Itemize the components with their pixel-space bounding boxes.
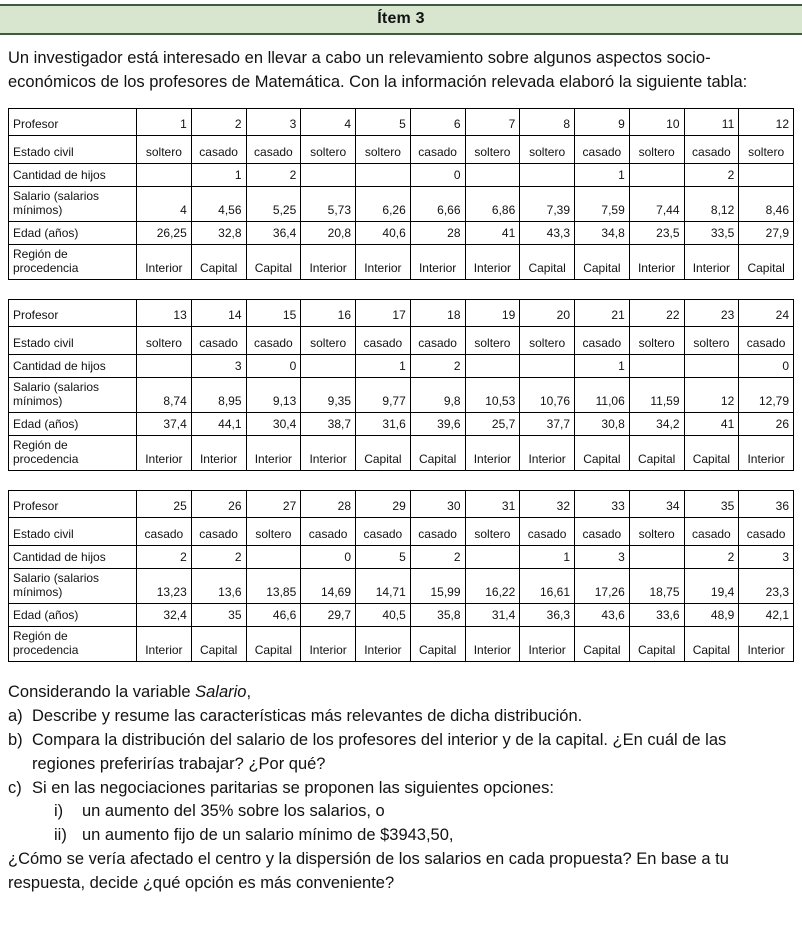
- cell-edad: 39,6: [410, 412, 465, 435]
- cell-salario: 16,22: [465, 568, 520, 603]
- cell-hijos: 3: [191, 354, 246, 377]
- cell-profesor: 35: [684, 490, 739, 517]
- table-row-edad: [9, 412, 794, 435]
- cell-region: Interior: [356, 626, 411, 661]
- cell-profesor: 1: [137, 108, 192, 135]
- cell-profesor: 23: [684, 299, 739, 326]
- cell-estado: soltero: [246, 517, 301, 545]
- table-row-estado: [9, 326, 794, 354]
- cell-edad: 38,7: [301, 412, 356, 435]
- cell-edad: 43,3: [520, 221, 575, 244]
- cell-estado: casado: [520, 517, 575, 545]
- table-row-region: [9, 626, 794, 661]
- cell-hijos: 3: [739, 545, 794, 568]
- cell-edad: 33,6: [629, 603, 684, 626]
- exercise-page: [0, 4, 802, 949]
- cell-estado: casado: [356, 326, 411, 354]
- cell-estado: soltero: [137, 326, 192, 354]
- cell-region: Capital: [520, 244, 575, 279]
- page-content: [0, 35, 802, 896]
- cell-profesor: 27: [246, 490, 301, 517]
- table-row-salario: [9, 377, 794, 412]
- professors-table-2: [8, 299, 794, 471]
- cell-salario: 8,95: [191, 377, 246, 412]
- row-label-salario: Salario (salarios mínimos): [9, 186, 137, 221]
- cell-edad: 32,4: [137, 603, 192, 626]
- cell-edad: 29,7: [301, 603, 356, 626]
- cell-region: Capital: [575, 626, 630, 661]
- row-label-hijos: Cantidad de hijos: [9, 163, 137, 186]
- table-row-hijos: [9, 163, 794, 186]
- cell-profesor: 19: [465, 299, 520, 326]
- cell-estado: casado: [191, 517, 246, 545]
- table-row-estado: [9, 517, 794, 545]
- cell-hijos: 0: [246, 354, 301, 377]
- cell-salario: 9,13: [246, 377, 301, 412]
- cell-profesor: 9: [575, 108, 630, 135]
- considerando-line: [8, 681, 794, 705]
- data-tables-container: [8, 108, 794, 662]
- cell-region: Capital: [684, 626, 739, 661]
- cell-salario: 11,06: [575, 377, 630, 412]
- cell-region: Capital: [246, 244, 301, 279]
- cell-edad: 25,7: [465, 412, 520, 435]
- cell-salario: 17,26: [575, 568, 630, 603]
- cell-hijos: 2: [246, 163, 301, 186]
- cell-hijos: [246, 545, 301, 568]
- cell-estado: casado: [575, 326, 630, 354]
- table-row-profesor: [9, 108, 794, 135]
- cell-profesor: 2: [191, 108, 246, 135]
- cell-profesor: 16: [301, 299, 356, 326]
- cell-salario: 9,77: [356, 377, 411, 412]
- table-row-salario: [9, 186, 794, 221]
- cell-hijos: 1: [575, 354, 630, 377]
- table-row-profesor: [9, 299, 794, 326]
- cell-salario: 4,56: [191, 186, 246, 221]
- cell-estado: casado: [356, 517, 411, 545]
- row-label-estado: Estado civil: [9, 517, 137, 545]
- cell-salario: 14,69: [301, 568, 356, 603]
- row-label-region: Región de procedencia: [9, 244, 137, 279]
- cell-edad: 23,5: [629, 221, 684, 244]
- question-a-label: a): [8, 706, 23, 725]
- table-row-salario: [9, 568, 794, 603]
- table-row-edad: [9, 221, 794, 244]
- cell-region: Interior: [465, 244, 520, 279]
- considerando-prefix: Considerando la variable: [8, 682, 196, 701]
- table-row-profesor: [9, 490, 794, 517]
- question-b-label: b): [8, 730, 23, 749]
- question-c-option-i: [8, 800, 794, 824]
- cell-edad: 20,8: [301, 221, 356, 244]
- cell-salario: 10,53: [465, 377, 520, 412]
- cell-region: Capital: [356, 435, 411, 470]
- cell-hijos: [520, 354, 575, 377]
- cell-region: Interior: [191, 435, 246, 470]
- cell-region: Interior: [137, 244, 192, 279]
- cell-profesor: 29: [356, 490, 411, 517]
- cell-region: Interior: [739, 626, 794, 661]
- cell-region: Interior: [137, 626, 192, 661]
- question-b-text: Compara la distribución del salario de los profesores del interior y de la capital. ¿En cuál de las regiones preferirías trabajar? ¿Por qué?: [32, 730, 727, 773]
- cell-estado: soltero: [739, 135, 794, 163]
- cell-region: Interior: [301, 435, 356, 470]
- cell-hijos: 2: [684, 163, 739, 186]
- cell-edad: 42,1: [739, 603, 794, 626]
- cell-estado: casado: [137, 517, 192, 545]
- cell-salario: 7,59: [575, 186, 630, 221]
- cell-estado: casado: [191, 135, 246, 163]
- option-ii-label: ii): [54, 826, 67, 845]
- cell-hijos: [465, 163, 520, 186]
- cell-profesor: 18: [410, 299, 465, 326]
- cell-edad: 32,8: [191, 221, 246, 244]
- cell-hijos: [465, 545, 520, 568]
- cell-estado: casado: [410, 135, 465, 163]
- row-label-edad: Edad (años): [9, 412, 137, 435]
- cell-profesor: 36: [739, 490, 794, 517]
- item-title: Ítem 3: [377, 10, 425, 27]
- cell-edad: 37,4: [137, 412, 192, 435]
- cell-profesor: 34: [629, 490, 684, 517]
- cell-region: Interior: [301, 626, 356, 661]
- cell-estado: soltero: [520, 135, 575, 163]
- cell-region: Capital: [191, 244, 246, 279]
- cell-salario: 5,73: [301, 186, 356, 221]
- cell-profesor: 20: [520, 299, 575, 326]
- cell-salario: 19,4: [684, 568, 739, 603]
- row-label-estado: Estado civil: [9, 135, 137, 163]
- row-label-salario: Salario (salarios mínimos): [9, 377, 137, 412]
- cell-profesor: 15: [246, 299, 301, 326]
- table-row-hijos: [9, 354, 794, 377]
- cell-edad: 41: [465, 221, 520, 244]
- cell-region: Interior: [246, 435, 301, 470]
- closing-paragraph: ¿Cómo se vería afectado el centro y la dispersión de los salarios en cada propuesta? En base a tu respuesta, decide ¿qué opción es más conveniente?: [8, 850, 729, 893]
- cell-estado: casado: [575, 517, 630, 545]
- cell-profesor: 22: [629, 299, 684, 326]
- cell-salario: 8,74: [137, 377, 192, 412]
- cell-salario: 6,26: [356, 186, 411, 221]
- cell-profesor: 24: [739, 299, 794, 326]
- option-i-text: un aumento del 35% sobre los salarios, o: [82, 802, 385, 821]
- row-label-profesor: Profesor: [9, 490, 137, 517]
- cell-salario: 12,79: [739, 377, 794, 412]
- cell-hijos: 1: [575, 163, 630, 186]
- cell-salario: 13,23: [137, 568, 192, 603]
- row-label-edad: Edad (años): [9, 221, 137, 244]
- cell-estado: casado: [410, 517, 465, 545]
- cell-salario: 7,39: [520, 186, 575, 221]
- table-row-edad: [9, 603, 794, 626]
- cell-hijos: 0: [301, 545, 356, 568]
- cell-hijos: [629, 545, 684, 568]
- cell-estado: soltero: [629, 135, 684, 163]
- cell-estado: casado: [739, 326, 794, 354]
- cell-salario: 15,99: [410, 568, 465, 603]
- cell-estado: soltero: [465, 135, 520, 163]
- cell-region: Capital: [629, 435, 684, 470]
- cell-estado: soltero: [301, 135, 356, 163]
- cell-edad: 40,5: [356, 603, 411, 626]
- cell-profesor: 17: [356, 299, 411, 326]
- cell-hijos: [301, 354, 356, 377]
- cell-edad: 41: [684, 412, 739, 435]
- cell-estado: casado: [739, 517, 794, 545]
- cell-estado: casado: [301, 517, 356, 545]
- cell-profesor: 3: [246, 108, 301, 135]
- question-c-text: Si en las negociaciones paritarias se proponen las siguientes opciones:: [32, 778, 554, 797]
- table-row-estado: [9, 135, 794, 163]
- cell-hijos: 2: [684, 545, 739, 568]
- cell-estado: casado: [191, 326, 246, 354]
- cell-estado: casado: [246, 135, 301, 163]
- cell-region: Capital: [246, 626, 301, 661]
- cell-edad: 30,8: [575, 412, 630, 435]
- cell-estado: casado: [575, 135, 630, 163]
- row-label-edad: Edad (años): [9, 603, 137, 626]
- cell-hijos: 0: [410, 163, 465, 186]
- cell-estado: soltero: [356, 135, 411, 163]
- cell-edad: 44,1: [191, 412, 246, 435]
- cell-hijos: [137, 163, 192, 186]
- cell-salario: 9,35: [301, 377, 356, 412]
- cell-region: Interior: [520, 626, 575, 661]
- professors-table-1: [8, 108, 794, 280]
- table-row-hijos: [9, 545, 794, 568]
- cell-edad: 35: [191, 603, 246, 626]
- cell-salario: 18,75: [629, 568, 684, 603]
- cell-edad: 30,4: [246, 412, 301, 435]
- cell-edad: 46,6: [246, 603, 301, 626]
- cell-salario: 6,86: [465, 186, 520, 221]
- cell-region: Capital: [575, 244, 630, 279]
- row-label-salario: Salario (salarios mínimos): [9, 568, 137, 603]
- intro-paragraph: Un investigador está interesado en llevar a cabo un relevamiento sobre algunos aspectos socio-económicos de los profesores de Matemática. Con la información relevada elaboró la siguiente tabla:: [8, 49, 748, 91]
- cell-profesor: 12: [739, 108, 794, 135]
- professors-table-3: [8, 490, 794, 662]
- cell-hijos: 2: [410, 354, 465, 377]
- cell-profesor: 33: [575, 490, 630, 517]
- cell-hijos: [137, 354, 192, 377]
- cell-estado: casado: [684, 517, 739, 545]
- cell-salario: 4: [137, 186, 192, 221]
- cell-edad: 34,8: [575, 221, 630, 244]
- cell-salario: 10,76: [520, 377, 575, 412]
- cell-estado: casado: [246, 326, 301, 354]
- cell-salario: 9,8: [410, 377, 465, 412]
- cell-hijos: 1: [356, 354, 411, 377]
- cell-edad: 28: [410, 221, 465, 244]
- cell-profesor: 14: [191, 299, 246, 326]
- cell-salario: 23,3: [739, 568, 794, 603]
- cell-profesor: 7: [465, 108, 520, 135]
- cell-salario: 8,12: [684, 186, 739, 221]
- cell-profesor: 28: [301, 490, 356, 517]
- cell-profesor: 4: [301, 108, 356, 135]
- cell-hijos: 1: [191, 163, 246, 186]
- cell-hijos: [684, 354, 739, 377]
- cell-edad: 27,9: [739, 221, 794, 244]
- cell-hijos: 2: [137, 545, 192, 568]
- cell-estado: soltero: [465, 517, 520, 545]
- cell-edad: 35,8: [410, 603, 465, 626]
- cell-edad: 26: [739, 412, 794, 435]
- cell-region: Capital: [629, 626, 684, 661]
- cell-region: Capital: [191, 626, 246, 661]
- cell-profesor: 6: [410, 108, 465, 135]
- cell-region: Interior: [356, 244, 411, 279]
- cell-edad: 43,6: [575, 603, 630, 626]
- cell-hijos: [739, 163, 794, 186]
- cell-profesor: 31: [465, 490, 520, 517]
- cell-hijos: [356, 163, 411, 186]
- item-title-band: [0, 4, 802, 35]
- cell-region: Capital: [684, 435, 739, 470]
- cell-estado: soltero: [520, 326, 575, 354]
- row-label-region: Región de procedencia: [9, 435, 137, 470]
- cell-hijos: [301, 163, 356, 186]
- cell-hijos: [520, 163, 575, 186]
- row-label-profesor: Profesor: [9, 108, 137, 135]
- cell-profesor: 10: [629, 108, 684, 135]
- cell-estado: soltero: [301, 326, 356, 354]
- cell-profesor: 5: [356, 108, 411, 135]
- cell-salario: 12: [684, 377, 739, 412]
- cell-hijos: [465, 354, 520, 377]
- cell-edad: 36,4: [246, 221, 301, 244]
- question-c-label: c): [8, 778, 22, 797]
- cell-region: Capital: [739, 244, 794, 279]
- question-c: [8, 777, 794, 801]
- cell-edad: 33,5: [684, 221, 739, 244]
- cell-estado: soltero: [629, 326, 684, 354]
- question-c-option-ii: [8, 824, 794, 848]
- cell-estado: casado: [684, 135, 739, 163]
- cell-salario: 11,59: [629, 377, 684, 412]
- table-row-region: [9, 435, 794, 470]
- cell-estado: soltero: [684, 326, 739, 354]
- table-row-region: [9, 244, 794, 279]
- cell-salario: 13,6: [191, 568, 246, 603]
- cell-salario: 7,44: [629, 186, 684, 221]
- cell-hijos: 1: [520, 545, 575, 568]
- row-label-hijos: Cantidad de hijos: [9, 545, 137, 568]
- cell-hijos: 5: [356, 545, 411, 568]
- option-i-label: i): [54, 802, 64, 821]
- cell-estado: soltero: [137, 135, 192, 163]
- considerando-suffix: ,: [246, 682, 252, 701]
- cell-region: Interior: [520, 435, 575, 470]
- row-label-profesor: Profesor: [9, 299, 137, 326]
- cell-edad: 48,9: [684, 603, 739, 626]
- cell-profesor: 25: [137, 490, 192, 517]
- cell-region: Interior: [629, 244, 684, 279]
- question-a: [8, 705, 794, 729]
- cell-profesor: 8: [520, 108, 575, 135]
- cell-edad: 34,2: [629, 412, 684, 435]
- cell-hijos: 3: [575, 545, 630, 568]
- cell-hijos: 0: [739, 354, 794, 377]
- cell-hijos: 2: [410, 545, 465, 568]
- cell-region: Interior: [684, 244, 739, 279]
- cell-salario: 16,61: [520, 568, 575, 603]
- cell-salario: 14,71: [356, 568, 411, 603]
- row-label-estado: Estado civil: [9, 326, 137, 354]
- cell-region: Interior: [410, 244, 465, 279]
- cell-estado: soltero: [629, 517, 684, 545]
- cell-region: Capital: [410, 435, 465, 470]
- cell-estado: casado: [410, 326, 465, 354]
- cell-hijos: 2: [191, 545, 246, 568]
- question-b: [8, 729, 794, 777]
- cell-salario: 13,85: [246, 568, 301, 603]
- cell-region: Interior: [301, 244, 356, 279]
- cell-profesor: 30: [410, 490, 465, 517]
- cell-edad: 40,6: [356, 221, 411, 244]
- cell-profesor: 32: [520, 490, 575, 517]
- salario-variable-italic: Salario: [195, 682, 247, 701]
- cell-region: Interior: [137, 435, 192, 470]
- cell-region: Capital: [410, 626, 465, 661]
- question-a-text: Describe y resume las características más relevantes de dicha distribución.: [32, 706, 583, 725]
- cell-profesor: 26: [191, 490, 246, 517]
- cell-hijos: [629, 354, 684, 377]
- questions-section: [8, 681, 794, 896]
- cell-profesor: 11: [684, 108, 739, 135]
- cell-salario: 6,66: [410, 186, 465, 221]
- cell-region: Interior: [465, 626, 520, 661]
- cell-hijos: [629, 163, 684, 186]
- cell-region: Capital: [575, 435, 630, 470]
- row-label-hijos: Cantidad de hijos: [9, 354, 137, 377]
- cell-profesor: 21: [575, 299, 630, 326]
- cell-edad: 37,7: [520, 412, 575, 435]
- cell-edad: 26,25: [137, 221, 192, 244]
- cell-edad: 31,4: [465, 603, 520, 626]
- cell-salario: 5,25: [246, 186, 301, 221]
- row-label-region: Región de procedencia: [9, 626, 137, 661]
- cell-estado: soltero: [465, 326, 520, 354]
- cell-edad: 36,3: [520, 603, 575, 626]
- cell-salario: 8,46: [739, 186, 794, 221]
- cell-region: Interior: [739, 435, 794, 470]
- cell-edad: 31,6: [356, 412, 411, 435]
- cell-profesor: 13: [137, 299, 192, 326]
- option-ii-text: un aumento fijo de un salario mínimo de $3943,50,: [82, 826, 454, 845]
- cell-region: Interior: [465, 435, 520, 470]
